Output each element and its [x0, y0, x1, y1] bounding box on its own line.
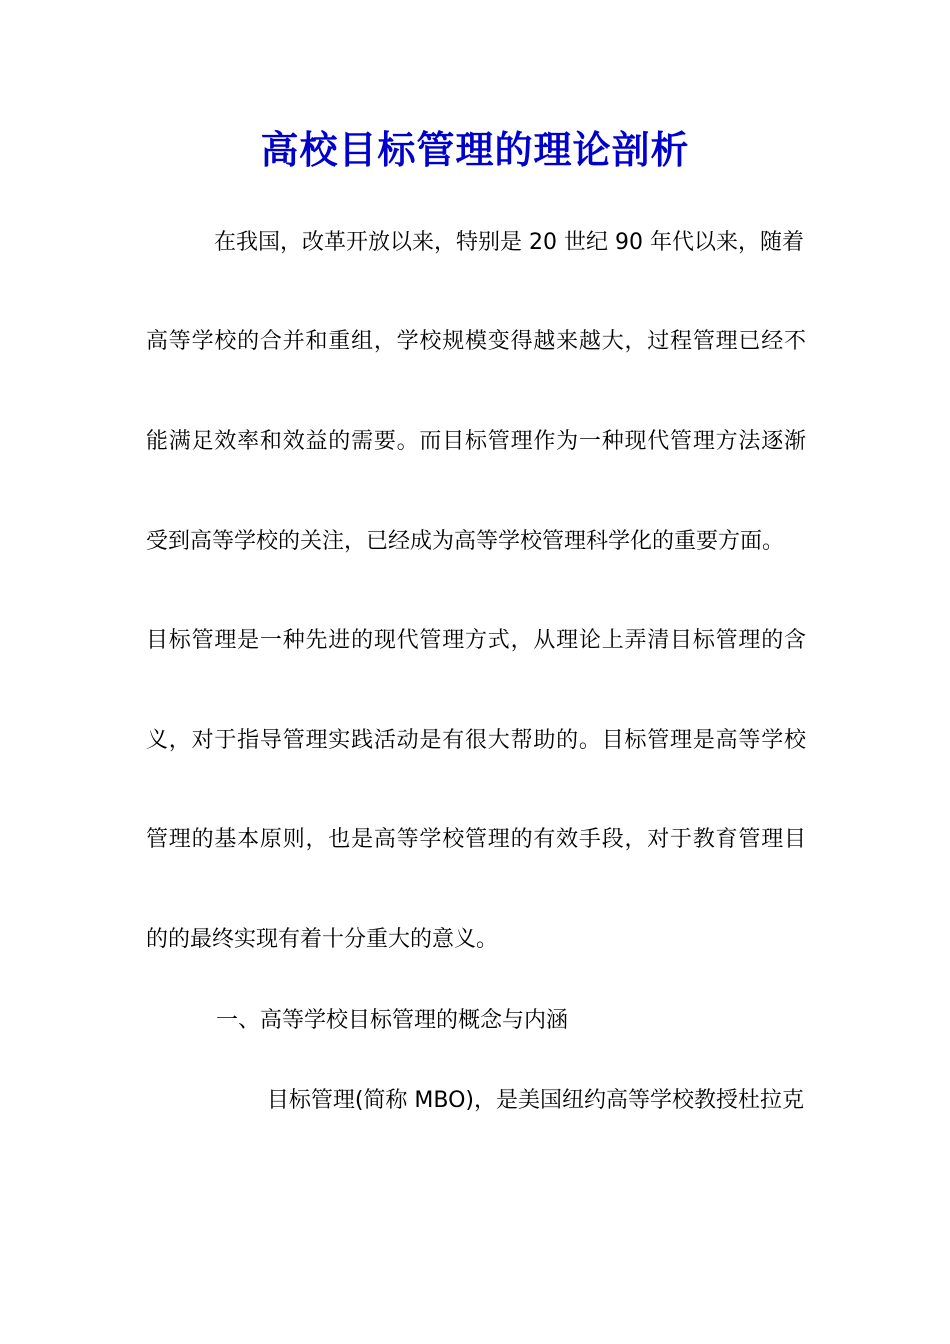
paragraph-line: 在我国，改革开放以来，特别是 20 世纪 90 年代以来，随着 — [214, 230, 804, 255]
paragraph-line: 的的最终实现有着十分重大的意义。 — [146, 927, 499, 952]
paragraph-line: 能满足效率和效益的需要。而目标管理作为一种现代管理方法逐渐 — [146, 429, 806, 454]
paragraph-line: 管理的基本原则，也是高等学校管理的有效手段，对于教育管理目 — [146, 827, 806, 852]
paragraph-line: 目标管理是一种先进的现代管理方式，从理论上弄清目标管理的含 — [146, 628, 806, 653]
document-title: 高校目标管理的理论剖析 — [260, 127, 690, 172]
section-heading: 一、高等学校目标管理的概念与内涵 — [216, 1008, 569, 1033]
paragraph-line: 受到高等学校的关注，已经成为高等学校管理科学化的重要方面。 — [146, 529, 785, 554]
paragraph-line: 高等学校的合并和重组，学校规模变得越来越大，过程管理已经不 — [146, 329, 806, 354]
paragraph-line: 义，对于指导管理实践活动是有很大帮助的。目标管理是高等学校 — [146, 728, 806, 753]
paragraph-line: 目标管理(简称 MBO)，是美国纽约高等学校教授杜拉克 — [266, 1088, 804, 1113]
